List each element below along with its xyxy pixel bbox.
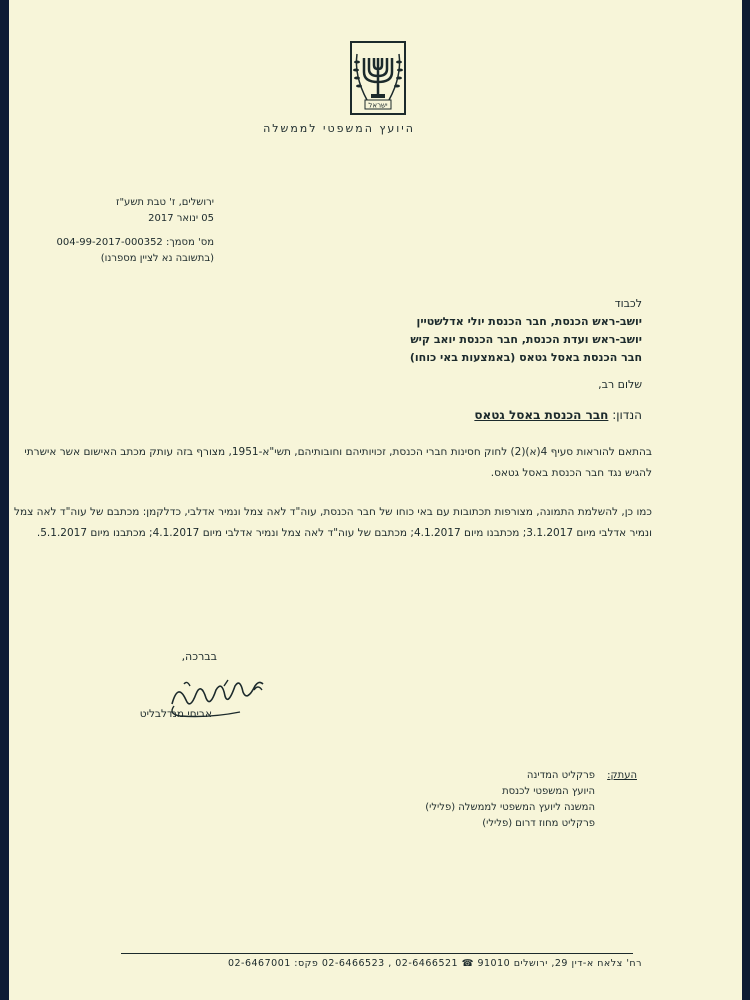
footer-divider <box>121 953 633 954</box>
copy-recipient: פרקליט מחוז דרום (פלילי) <box>482 818 595 829</box>
addressee-knesset-speaker: יושב-ראש הכנסת, חבר הכנסת יולי אדלשטיין <box>416 315 642 328</box>
body-paragraph-1: בהתאם להוראות סעיף 4(א)(2) לחוק חסינות חברי הכנסת, זכויותיהם וחובותיהם, תשי"א-1951, מצורף בזה עותק מכתב האישום אשר אישרתי להגיש נגד חבר הכנסת באסל גטאס. <box>24 446 652 479</box>
addressee-mk: חבר הכנסת באסל גטאס (באמצעות באי כוחו) <box>409 351 642 364</box>
copies-list <box>295 768 595 832</box>
subject-label: הנדון: <box>612 408 642 422</box>
closing-blessing: בברכה, <box>181 650 217 663</box>
greeting: שלום רב, <box>598 378 642 391</box>
office-title: היועץ המשפטי לממשלה <box>263 122 415 135</box>
hebrew-date: ירושלים, ז' טבת תשע"ז <box>116 197 214 208</box>
letter-page <box>9 0 742 1000</box>
addressee-committee-chair: יושב-ראש ועדת הכנסת, חבר הכנסת יואב קיש <box>410 333 642 346</box>
addressee-block <box>122 295 642 367</box>
document-reference: מס' מסמך: 004-99-2017-000352 <box>56 237 214 248</box>
copy-recipient: המשנה ליועץ המשפטי לממשלה (פלילי) <box>425 802 595 813</box>
copy-recipient: היועץ המשפטי לכנסת <box>502 786 595 797</box>
gregorian-date: 05 ינואר 2017 <box>148 213 214 224</box>
emblem-text: ישראל <box>368 101 388 110</box>
subject-text: חבר הכנסת באסל גטאס <box>474 408 609 422</box>
menorah-emblem-icon <box>347 40 409 116</box>
salutation: לכבוד <box>614 297 642 310</box>
body-paragraph-2: כמו כן, להשלמת התמונה, מצורפות תכתובות עם באי כוחו של חבר הכנסת, עוה"ד לאה צמל ונמיר אדלבי, כדלקמן: מכתבם של עוה"ד לאה צמל ונמיר אדלבי מיום 3.1.2017; מכתבנו מיום 4.1.2017; מכתבם של עוה"ד לאה צמל ונמיר אדלבי מיום 4.1.2017; מכתבנו מיום 5.1.2017. <box>14 506 652 539</box>
dateline <box>9 195 214 267</box>
copy-recipient: פרקליט המדינה <box>526 770 595 781</box>
signatory-name: אביחי מנדלבליט <box>139 708 212 720</box>
copies-label: העתק: <box>607 770 637 781</box>
footer-address: רח' צלאח א-דין 29, ירושלים 91010 ☎ 02-6466521 , 02-6466523 פקס: 02-6467001 <box>227 958 642 969</box>
reference-note: (בתשובה נא לציין מספרנו) <box>100 253 214 264</box>
subject-line <box>122 408 642 422</box>
